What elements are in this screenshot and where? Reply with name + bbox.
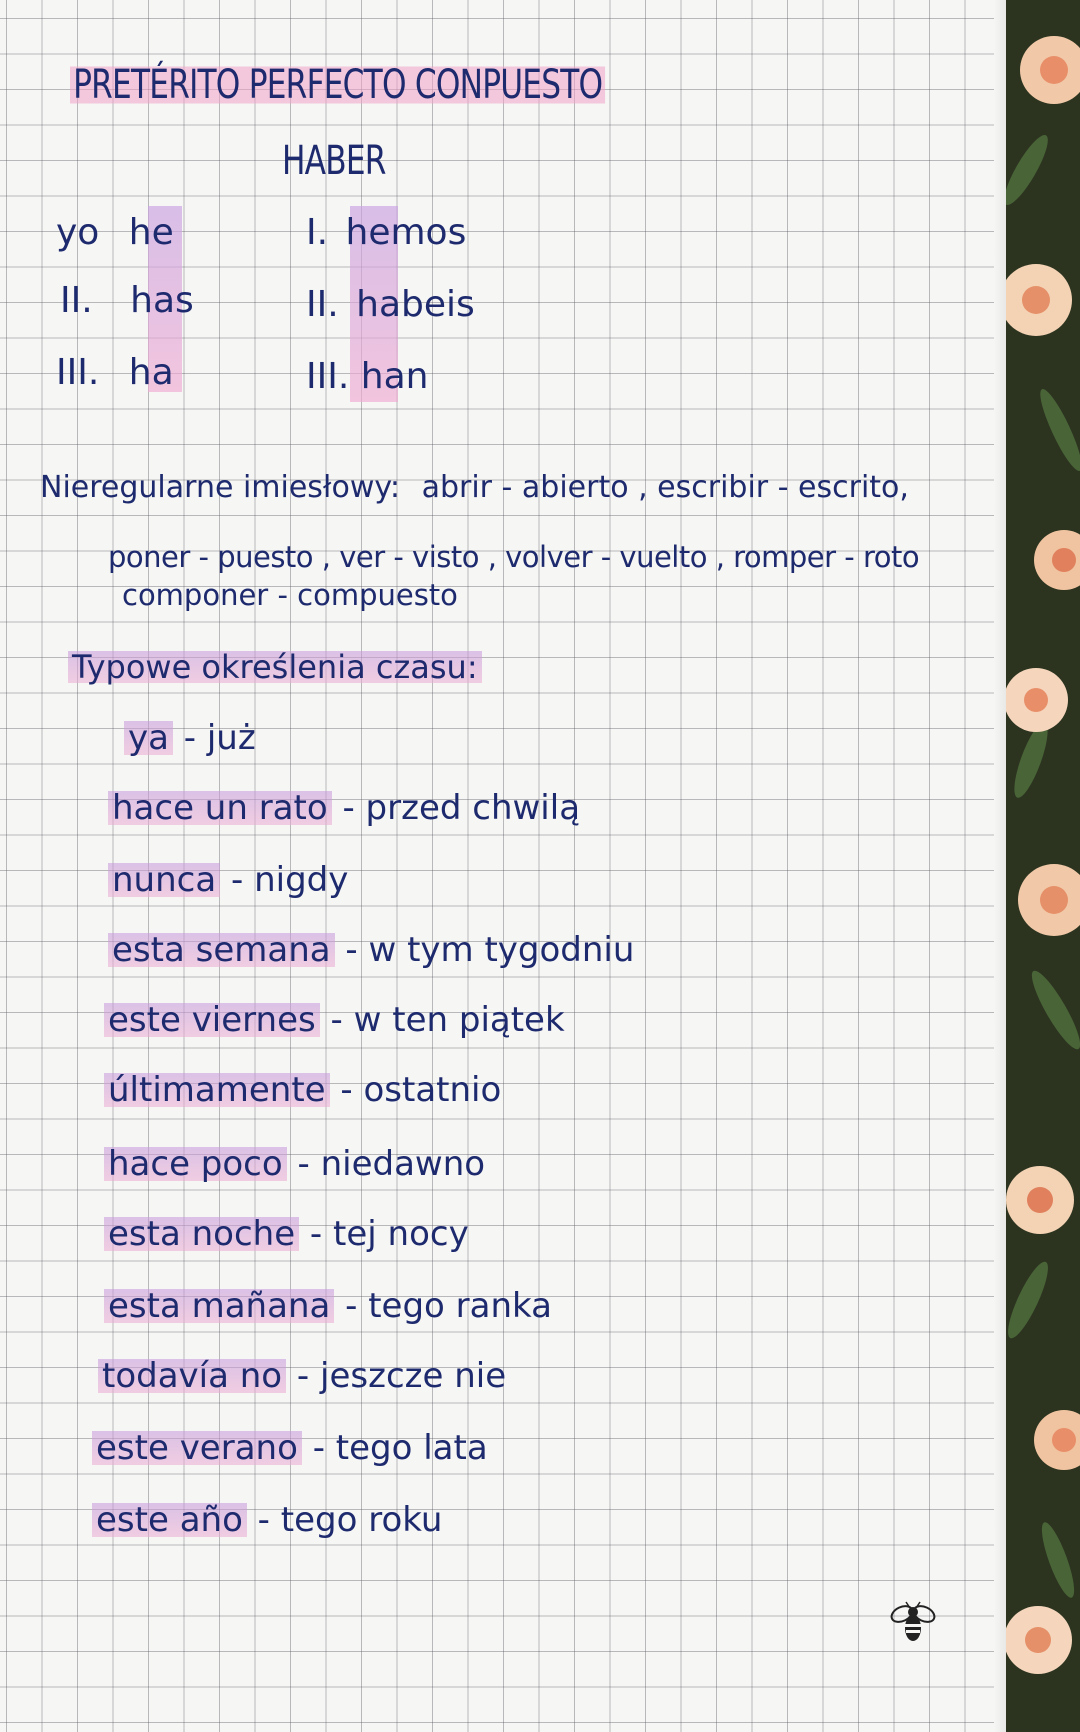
conjugation-row-right-3	[306, 356, 428, 397]
conjugation-row-left-3	[56, 352, 174, 393]
expression-pl: w ten piątek	[353, 1000, 565, 1040]
time-expressions-label: Typowe określenia czasu:	[68, 648, 482, 686]
time-expression-row: hace un rato - przed chwilą	[108, 788, 580, 828]
expression-es: nunca	[108, 860, 220, 900]
time-expression-row: este verano - tego lata	[92, 1428, 488, 1468]
person-label: III.	[56, 352, 100, 393]
time-expression-row: últimamente - ostatnio	[104, 1070, 501, 1110]
irregular-text-1: abrir - abierto , escribir - escrito,	[421, 470, 909, 505]
conjugation-row-left-2	[60, 280, 194, 321]
expression-es: este año	[92, 1500, 247, 1540]
verb-form: he	[128, 212, 174, 253]
page-title	[70, 62, 605, 108]
verb-form: hemos	[345, 212, 467, 253]
expression-es: este verano	[92, 1428, 302, 1468]
time-expression-row: hace poco - niedawno	[104, 1144, 485, 1184]
expression-pl: ostatnio	[363, 1070, 502, 1110]
time-expression-row: todavía no - jeszcze nie	[98, 1356, 506, 1396]
conjugation-row-right-2	[306, 284, 475, 325]
person-label: I.	[306, 212, 329, 253]
verb-form: han	[360, 356, 429, 397]
expression-pl: już	[206, 718, 256, 758]
irregular-label: Nieregularne imiesłowy:	[40, 470, 401, 505]
time-expression-row: este año - tego roku	[92, 1500, 442, 1540]
verb-form: ha	[128, 352, 174, 393]
expression-es: todavía no	[98, 1356, 286, 1396]
verb-form: has	[130, 280, 194, 321]
bee-icon	[888, 1598, 938, 1648]
irregular-participles-line-2	[108, 540, 919, 574]
expression-pl: w tym tygodniu	[368, 930, 635, 970]
expression-pl: tego roku	[280, 1500, 443, 1540]
page-subtitle-text: HABER	[282, 138, 386, 184]
page-edge	[994, 0, 1006, 1732]
person-label: II.	[60, 280, 93, 321]
conjugation-row-left-1	[56, 212, 174, 253]
expression-es: esta noche	[104, 1214, 299, 1254]
time-expression-row: esta noche - tej nocy	[104, 1214, 469, 1254]
person-label: III.	[306, 356, 350, 397]
expression-es: este viernes	[104, 1000, 320, 1040]
page-title-text: PRETÉRITO PERFECTO CONPUESTO	[70, 62, 605, 108]
expression-es: ya	[124, 718, 173, 758]
expression-es: esta mañana	[104, 1286, 334, 1326]
irregular-text-2: poner - puesto , ver - visto , volver - vuelto , romper - roto	[108, 540, 920, 574]
expression-pl: tego lata	[335, 1428, 488, 1468]
expression-pl: jeszcze nie	[320, 1356, 507, 1396]
expression-es: hace un rato	[108, 788, 332, 828]
expression-es: esta semana	[108, 930, 335, 970]
conjugation-row-right-1	[306, 212, 466, 253]
irregular-participles-line-1	[40, 470, 909, 505]
irregular-participles-line-3	[122, 578, 458, 612]
verb-form: habeis	[356, 284, 475, 325]
expression-pl: tej nocy	[333, 1214, 469, 1254]
time-expression-row: este viernes - w ten piątek	[104, 1000, 565, 1040]
expression-pl: tego ranka	[368, 1286, 552, 1326]
time-expressions-heading	[68, 648, 482, 686]
expression-pl: nigdy	[254, 860, 349, 900]
floral-pattern-graphic	[1006, 0, 1080, 1732]
time-expression-row: ya - już	[124, 718, 256, 758]
floral-border-strip	[1006, 0, 1080, 1732]
expression-es: hace poco	[104, 1144, 287, 1184]
expression-es: últimamente	[104, 1070, 330, 1110]
expression-pl: przed chwilą	[365, 788, 581, 828]
page-subtitle	[282, 138, 386, 184]
person-label: II.	[306, 284, 339, 325]
expression-pl: niedawno	[320, 1144, 486, 1184]
time-expression-row: nunca - nigdy	[108, 860, 348, 900]
time-expression-row: esta mañana - tego ranka	[104, 1286, 552, 1326]
irregular-text-3: componer - compuesto	[122, 578, 458, 612]
time-expression-row: esta semana - w tym tygodniu	[108, 930, 634, 970]
person-label: yo	[56, 212, 100, 253]
